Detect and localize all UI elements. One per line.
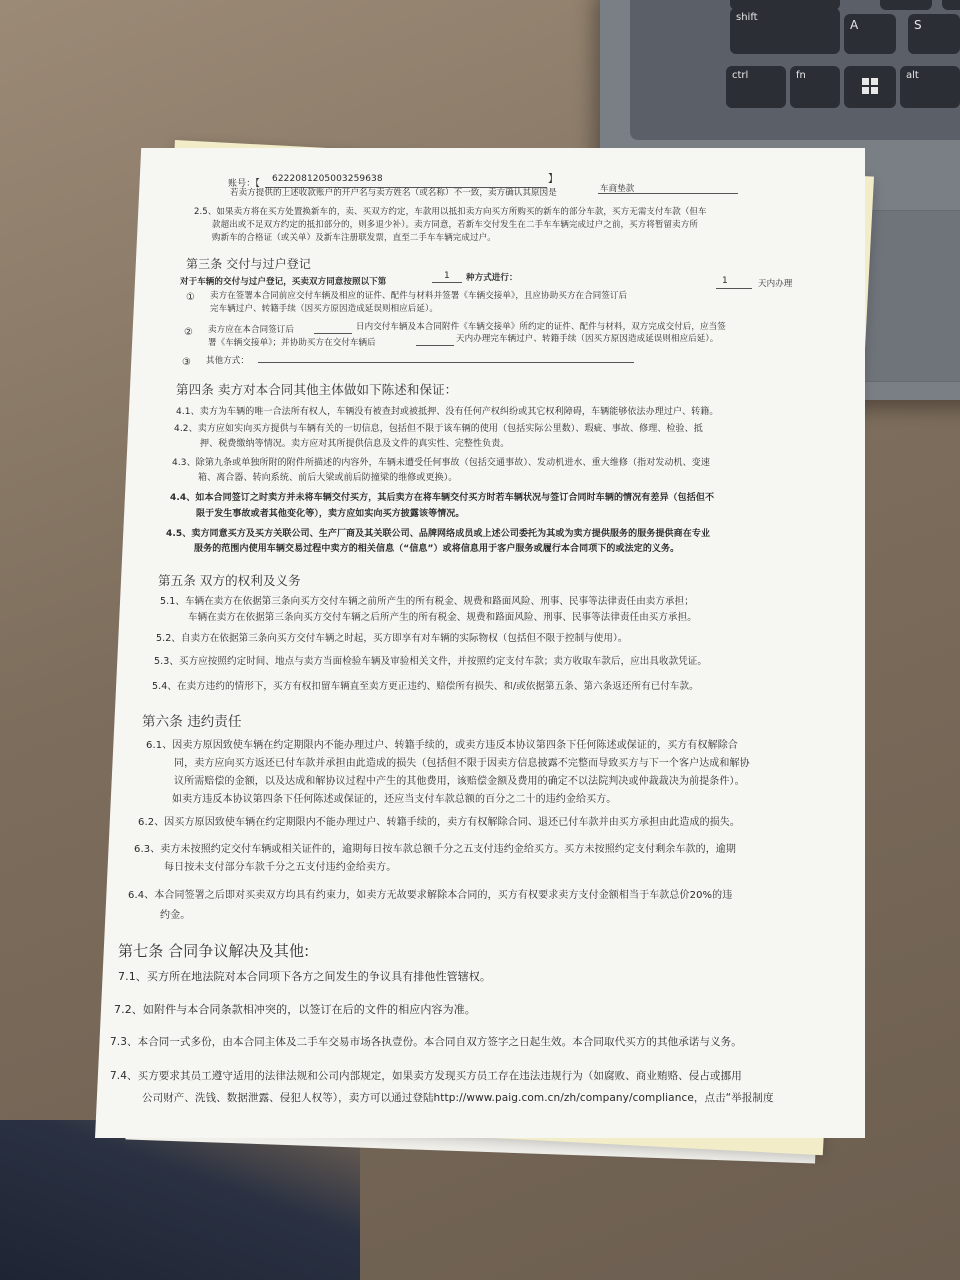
alt-key[interactable]: alt bbox=[900, 66, 960, 108]
clause-4-4-line-1: 4.4、如本合同签订之时卖方并未将车辆交付买方，其后卖方在将车辆交付买方时若车辆状况与签订合同时车辆的情况有差异（包括但不 bbox=[170, 493, 715, 503]
section-3-intro-b: 种方式进行： bbox=[466, 273, 518, 283]
section-3-intro-a: 对于车辆的交付与过户登记，买卖双方同意按照以下第 bbox=[180, 277, 387, 287]
clause-4-2-line-2: 押、税费缴纳等情况。卖方应对其所提供信息及文件的真实性、完整性负责。 bbox=[200, 439, 510, 449]
section-3-item-3: 其他方式： bbox=[206, 356, 250, 366]
section-3-item-1-days: 1 bbox=[722, 276, 728, 286]
section-3-item-1-underline bbox=[716, 288, 752, 289]
clause-6-1-line-2: 同，卖方应向买方返还已付车款并承担由此造成的损失（包括但不限于因卖方信息披露不完整而导致买方与下一个客户达成和解协 bbox=[174, 758, 750, 769]
clause-5-4: 5.4、在卖方违约的情形下，买方有权扣留车辆直至卖方更正违约、赔偿所有损失、和/或依据第五条、第六条返还所有已付车款。 bbox=[152, 681, 699, 692]
clause-5-1-line-2: 车辆在卖方在依据第三条向买方交付车辆之后所产生的所有税金、规费和路面风险、刑事、民事等法律责任由买方承担。 bbox=[188, 612, 697, 623]
clause-4-3-line-1: 4.3、除第九条或单独所附的附件所描述的内容外，车辆未遭受任何事故（包括交通事故）、发动机进水、重大维修（指对发动机、变速 bbox=[172, 458, 710, 468]
clause-6-1-line-4: 如卖方违反本协议第四条下任何陈述或保证的，还应当支付车款总额的百分之二十的违约金给买方。 bbox=[172, 794, 617, 805]
clause-7-2: 7.2、如附件与本合同条款相冲突的，以签订在后的文件的相应内容为准。 bbox=[114, 1003, 476, 1016]
fn-key[interactable]: fn bbox=[790, 66, 840, 108]
section-3-item-3-marker: ③ bbox=[182, 357, 192, 368]
clause-6-1-line-1: 6.1、因卖方原因致使车辆在约定期限内不能办理过户、转籍手续的，或卖方违反本协议第四条下任何陈述或保证的，买方有权解除合 bbox=[146, 740, 738, 751]
clause-4-1: 4.1、卖方为车辆的唯一合法所有权人，车辆没有被查封或被抵押、没有任何产权纠纷或其它权利障碍，车辆能够依法办理过户、转籍。 bbox=[176, 407, 719, 417]
section-3-intro-number: 1 bbox=[444, 271, 450, 281]
clause-2-5-line-1: 2.5、如果卖方将在买方处置换新车的，卖、买双方约定，车款用以抵扣卖方向买方所购买的新车的部分车款，买方无需支付车款（但车 bbox=[194, 207, 707, 217]
section-3-item-2-transfer-underline bbox=[416, 345, 454, 346]
account-close: 】 bbox=[548, 174, 559, 185]
clause-7-4-line-1: 7.4、买方要求其员工遵守适用的法律法规和公司内部规定，如果卖方发现买方员工存在违法违规行为（如腐败、商业贿赂、侵占或挪用 bbox=[110, 1070, 742, 1082]
clause-2-5-line-2: 款超出或不足双方约定的抵扣部分的，则多退少补）。卖方同意，若新车交付发生在二手车车辆完成过户之前，买方将暂留卖方所 bbox=[212, 220, 698, 230]
clause-4-5-line-1: 4.5、卖方同意买方及买方关联公司、生产厂商及其关联公司、品牌网络成员或上述公司委托为其或为卖方提供服务的服务提供商在专业 bbox=[166, 529, 711, 539]
intro-reason-underline bbox=[598, 193, 738, 194]
clause-4-5-line-2: 服务的范围内使用车辆交易过程中卖方的相关信息（“信息”）或将信息用于客户服务或履行本合同项下的或法定的义务。 bbox=[194, 544, 680, 554]
section-3-item-1-b: 天内办理 bbox=[758, 279, 793, 289]
s-key[interactable]: S bbox=[908, 14, 960, 54]
clause-4-2-line-1: 4.2、卖方应如实向买方提供与车辆有关的一切信息，包括但不限于该车辆的使用（包括实际公里数）、瑕疵、事故、修理、检验、抵 bbox=[174, 424, 703, 434]
intro-reason: 车商垫款 bbox=[600, 184, 635, 194]
section-3-item-1-a: 卖方在签署本合同前应交付车辆及相应的证件、配件与材料并签署《车辆交接单》，且应协助买方在合同签订后 bbox=[210, 291, 628, 301]
section-7-title: 第七条 合同争议解决及其他: bbox=[118, 942, 310, 960]
section-5-title: 第五条 双方的权利及义务 bbox=[158, 573, 301, 588]
clause-6-3-line-2: 每日按未支付部分车款千分之五支付违约金给卖方。 bbox=[164, 862, 397, 873]
section-3-intro-underline bbox=[432, 282, 462, 283]
clause-7-1: 7.1、买方所在地法院对本合同项下各方之间发生的争议具有排他性管辖权。 bbox=[118, 970, 491, 983]
a-key[interactable]: A bbox=[844, 14, 896, 54]
section-3-item-2-days-underline bbox=[314, 333, 352, 334]
clause-6-4-line-1: 6.4、本合同签署之后即对买卖双方均具有约束力，如卖方无故要求解除本合同的，买方有权要求卖方支付金额相当于车款总价20%的违 bbox=[128, 890, 733, 901]
section-3-item-2-c: 署《车辆交接单》；并协助买方在交付车辆后 bbox=[208, 338, 376, 348]
section-6-title: 第六条 违约责任 bbox=[142, 714, 242, 730]
clause-4-4-line-2: 限于发生事故或者其他变化等），卖方应如实向买方披露该等情况。 bbox=[196, 509, 465, 519]
clause-2-5-line-3: 购新车的合格证（或关单）及新车注册联发票，直至二手车车辆完成过户。 bbox=[212, 233, 496, 243]
clause-6-3-line-1: 6.3、卖方未按照约定交付车辆或相关证件的，逾期每日按车款总额千分之五支付违约金给买方。买方未按照约定支付剩余车款的，逾期 bbox=[134, 844, 737, 855]
section-3-item-1-c: 完车辆过户、转籍手续（因买方原因造成延误则相应后延）。 bbox=[210, 304, 438, 314]
clause-7-4-line-2: 公司财产、洗钱、数据泄露、侵犯人权等），卖方可以通过登陆http://www.paig.com.cn/zh/company/compliance，点击“举报制度 bbox=[142, 1092, 774, 1104]
clause-6-4-line-2: 约金。 bbox=[160, 910, 191, 921]
section-3-item-1-marker: ① bbox=[186, 292, 196, 303]
clause-5-1-line-1: 5.1、车辆在卖方在依据第三条向买方交付车辆之前所产生的所有税金、规费和路面风险、刑事、民事等法律责任由卖方承担； bbox=[160, 596, 694, 607]
section-3-title: 第三条 交付与过户登记 bbox=[186, 257, 311, 271]
section-3-item-2-b: 日内交付车辆及本合同附件《车辆交接单》所约定的证件、配件与材料，双方完成交付后，应当签 bbox=[356, 322, 726, 332]
account-label: 账号：【 bbox=[228, 179, 260, 189]
section-4-title: 第四条 卖方对本合同其他主体做如下陈述和保证： bbox=[176, 382, 458, 397]
clause-4-3-line-2: 箱、离合器、转向系统、前后大梁或前后防撞梁的维修或更换）。 bbox=[198, 473, 458, 483]
section-3-item-2-d: 天内办理完车辆过户、转籍手续（因买方原因造成延误则相应后延）。 bbox=[456, 334, 719, 344]
intro-line: 若卖方提供的上述收款账户的开户名与卖方姓名（或名称）不一致，卖方确认其原因是 bbox=[230, 188, 557, 198]
shift-key[interactable]: shift bbox=[730, 8, 840, 54]
section-3-item-2-marker: ② bbox=[184, 327, 194, 338]
clause-6-2: 6.2、因买方原因致使车辆在约定期限内不能办理过户、转籍手续的，卖方有权解除合同、退还已付车款并由买方承担由此造成的损失。 bbox=[138, 817, 741, 828]
section-3-item-2-a: 卖方应在本合同签订后 bbox=[208, 325, 295, 335]
clause-5-2: 5.2、自卖方在依据第三条向买方交付车辆之时起，买方即享有对车辆的实际物权（包括但不限于控制与使用）。 bbox=[156, 633, 628, 644]
account-number: 6222081205003259638 bbox=[272, 174, 383, 184]
clause-6-1-line-3: 议所需赔偿的金额，以及达成和解协议过程中产生的其他费用，该赔偿金额及费用的确定不以法院判决或仲裁裁决为前提条件）。 bbox=[174, 776, 745, 787]
ctrl-key[interactable]: ctrl bbox=[726, 66, 786, 108]
clause-7-3: 7.3、本合同一式多份，由本合同主体及二手车交易市场各执壹份。本合同自双方签字之日起生效。本合同取代买方的其他承诺与义务。 bbox=[110, 1036, 742, 1048]
clause-5-3: 5.3、买方应按照约定时间、地点与卖方当面检验车辆及审验相关文件，并按照约定支付车款；卖方收取车款后，应出具收款凭证。 bbox=[154, 656, 708, 667]
section-3-item-3-underline bbox=[258, 362, 634, 363]
